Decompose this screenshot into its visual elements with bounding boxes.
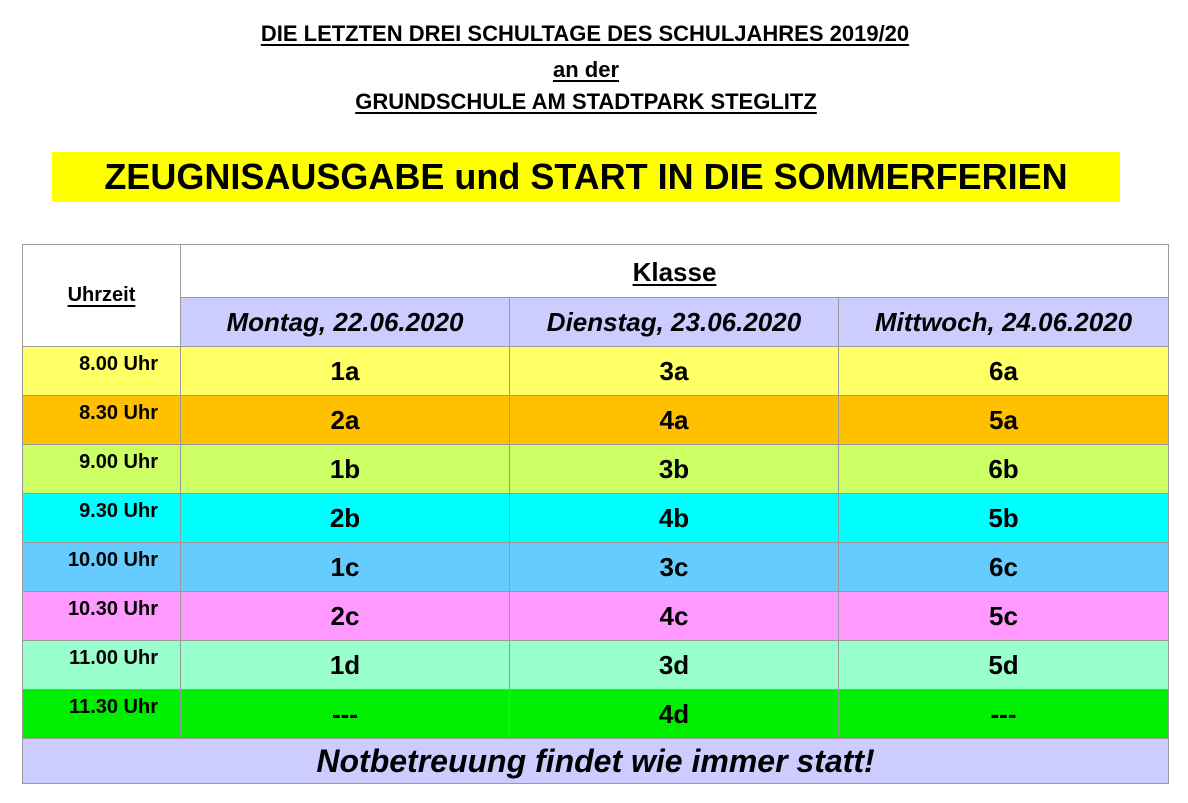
class-cell: ---: [839, 690, 1169, 739]
class-cell: 1a: [181, 347, 510, 396]
day-header: Mittwoch, 24.06.2020: [839, 298, 1169, 347]
table-row: [23, 641, 1169, 690]
class-cell: 3c: [510, 543, 839, 592]
class-cell: 4c: [510, 592, 839, 641]
class-cell: 4d: [510, 690, 839, 739]
footer-note: Notbetreuung findet wie immer statt!: [23, 739, 1169, 784]
class-cell: 2c: [181, 592, 510, 641]
class-cell: 2b: [181, 494, 510, 543]
table-row: [23, 543, 1169, 592]
time-cell: 11.30 Uhr: [23, 690, 181, 739]
class-cell: 3b: [510, 445, 839, 494]
class-cell: 3a: [510, 347, 839, 396]
class-cell: 1c: [181, 543, 510, 592]
class-cell: 5d: [839, 641, 1169, 690]
table-row: [23, 445, 1169, 494]
class-cell: 5a: [839, 396, 1169, 445]
class-cell: ---: [181, 690, 510, 739]
class-cell: 2a: [181, 396, 510, 445]
class-cell: 3d: [510, 641, 839, 690]
class-cell: 4b: [510, 494, 839, 543]
class-group-header: Klasse: [181, 245, 1169, 298]
time-cell: 8.00 Uhr: [23, 347, 181, 396]
table-row: [23, 494, 1169, 543]
time-column-header: Uhrzeit: [23, 245, 181, 347]
class-cell: 5b: [839, 494, 1169, 543]
day-header: Montag, 22.06.2020: [181, 298, 510, 347]
table-row: [23, 690, 1169, 739]
day-header: Dienstag, 23.06.2020: [510, 298, 839, 347]
table-row: [23, 396, 1169, 445]
school-name: GRUNDSCHULE AM STADTPARK STEGLITZ: [355, 89, 817, 114]
table-header-row: [23, 245, 1169, 298]
class-cell: 4a: [510, 396, 839, 445]
day-header-row: [23, 298, 1169, 347]
schedule-table: [22, 244, 1169, 784]
table-row: [23, 347, 1169, 396]
title-line-1: DIE LETZTEN DREI SCHULTAGE DES SCHULJAHRES 2019/20: [260, 21, 910, 46]
time-cell: 9.30 Uhr: [23, 494, 181, 543]
time-cell: 10.30 Uhr: [23, 592, 181, 641]
time-cell: 10.00 Uhr: [23, 543, 181, 592]
title-line-2: an der: [552, 57, 620, 82]
class-cell: 6c: [839, 543, 1169, 592]
time-cell: 9.00 Uhr: [23, 445, 181, 494]
banner: [52, 152, 1120, 202]
footer-row: [23, 739, 1169, 784]
banner-text: ZEUGNISAUSGABE und START IN DIE SOMMERFERIEN: [52, 152, 1120, 202]
time-cell: 11.00 Uhr: [23, 641, 181, 690]
class-cell: 1b: [181, 445, 510, 494]
class-cell: 6b: [839, 445, 1169, 494]
time-cell: 8.30 Uhr: [23, 396, 181, 445]
class-cell: 6a: [839, 347, 1169, 396]
table-row: [23, 592, 1169, 641]
class-cell: 1d: [181, 641, 510, 690]
class-cell: 5c: [839, 592, 1169, 641]
